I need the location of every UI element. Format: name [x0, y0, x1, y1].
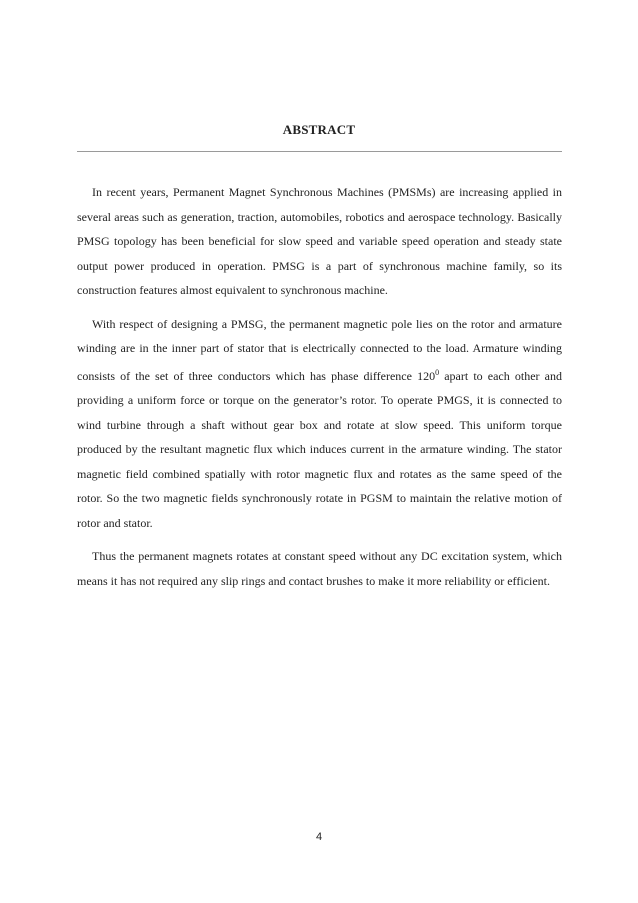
paragraph-design-part2: apart to each other and providing a uniform force or torque on the generator’s rotor. To operate PMGS, it is connected to wind turbine through a shaft without gear box and rotate at slow speed. This uniform torque produced by the resultant magnetic flux which induces current in the armature winding. The stator magnetic field combined spatially with rotor magnetic flux and rotates as the same speed of the rotor. So the two magnetic fields synchronously rotate in PGSM to maintain the relative motion of rotor and stator. [77, 368, 562, 530]
page-number: 4 [315, 831, 323, 843]
section-heading: ABSTRACT [282, 122, 356, 137]
paragraph-design-part1: With respect of designing a PMSG, the permanent magnetic pole lies on the rotor and armature winding are in the inner part of stator that is electrically connected to the load. Armature winding consists of the set of three conductors which has phase difference 120 [77, 316, 562, 383]
abstract-body [77, 180, 562, 602]
paragraph-intro: In recent years, Permanent Magnet Synchronous Machines (PMSMs) are increasing applied in several areas such as generation, traction, automobiles, robotics and aerospace technology. Basically PMSG topology has been beneficial for slow speed and variable speed operation and steady state output power produced in operation. PMSG is a part of synchronous machine family, so its construction features almost equivalent to synchronous machine. [77, 185, 562, 297]
degree-superscript: 0 [435, 367, 440, 377]
paragraph-conclusion: Thus the permanent magnets rotates at constant speed without any DC excitation system, which means it has not required any slip rings and contact brushes to make it more reliability or efficient. [77, 549, 562, 588]
paragraph-design [77, 312, 562, 536]
heading-rule [77, 151, 562, 152]
